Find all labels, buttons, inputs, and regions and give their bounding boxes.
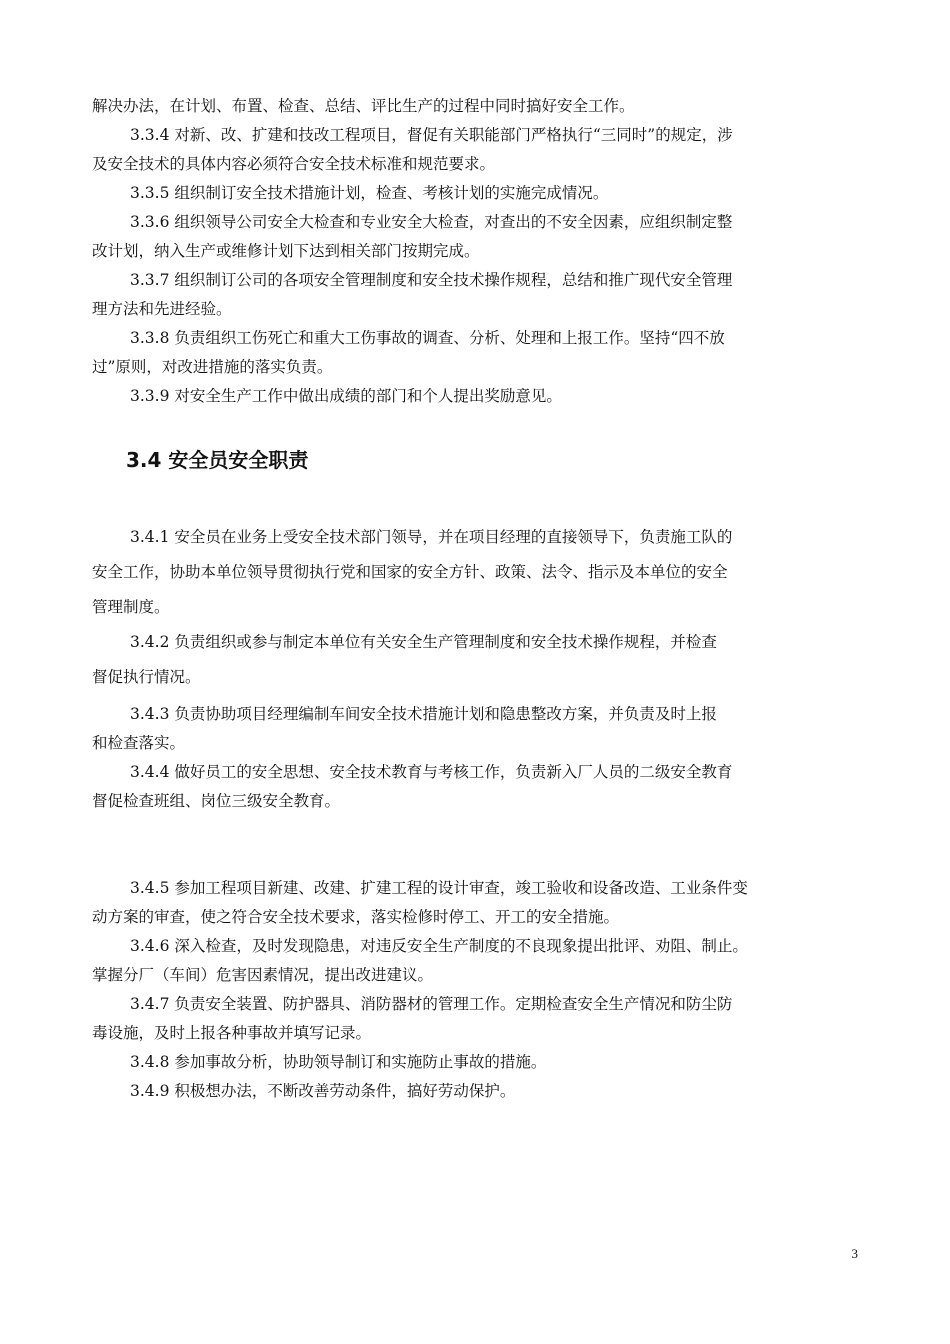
text-line: 3.4.3 负责协助项目经理编制车间安全技术措施计划和隐患整改方案，并负责及时上报 [130,705,717,723]
text-line: 3.4.5 参加工程项目新建、改建、扩建工程的设计审查，竣工验收和设备改造、工业条件变 [130,879,748,897]
paragraph [92,758,862,816]
paragraph [92,990,862,1048]
paragraph [92,1048,862,1077]
text-line: 3.3.5 组织制订安全技术措施计划，检查、考核计划的实施完成情况。 [130,184,609,202]
paragraph [92,179,862,208]
text-line: 管理制度。 [92,598,170,616]
paragraph [92,266,862,324]
paragraph [92,874,862,932]
text-line: 3.3.6 组织领导公司安全大检查和专业安全大检查，对查出的不安全因素，应组织制定整 [130,213,733,231]
paragraph [92,700,862,758]
text-line: 督促执行情况。 [92,668,201,686]
text-line: 解决办法，在计划、布置、检查、总结、评比生产的过程中同时搞好安全工作。 [92,97,635,115]
text-line: 动方案的审查，使之符合安全技术要求，落实检修时停工、开工的安全措施。 [92,908,620,926]
page-number: 3 [851,1246,858,1261]
section-heading: 3.4 安全员安全职责 [126,448,309,472]
text-line: 3.4.6 深入检查，及时发现隐患，对违反安全生产制度的不良现象提出批评、劝阻、制止。 [130,937,748,955]
paragraph [92,625,862,695]
text-line: 3.3.8 负责组织工伤死亡和重大工伤事故的调查、分析、处理和上报工作。坚持“四不放 [130,329,725,347]
body-text-block-2 [92,520,862,695]
paragraph [92,121,862,179]
paragraph [92,382,862,411]
text-line: 改计划，纳入生产或维修计划下达到相关部门按期完成。 [92,242,480,260]
text-line: 3.4.8 参加事故分析，协助领导制订和实施防止事故的措施。 [130,1053,547,1071]
paragraph [92,520,862,625]
text-line: 3.4.2 负责组织或参与制定本单位有关安全生产管理制度和安全技术操作规程，并检查 [130,633,717,651]
text-line: 和检查落实。 [92,734,186,752]
text-line: 3.3.4 对新、改、扩建和技改工程项目，督促有关职能部门严格执行“三同时”的规定，涉 [130,126,733,144]
text-line: 过”原则，对改进措施的落实负责。 [92,358,333,376]
text-line: 及安全技术的具体内容必须符合安全技术标准和规范要求。 [92,155,496,173]
paragraph [92,92,862,121]
text-line: 3.4.1 安全员在业务上受安全技术部门领导，并在项目经理的直接领导下，负责施工队的 [130,528,733,546]
text-line: 理方法和先进经验。 [92,300,232,318]
body-text-block-4 [92,874,862,1106]
text-line: 3.4.4 做好员工的安全思想、安全技术教育与考核工作，负责新入厂人员的二级安全教育 [130,763,733,781]
body-text-block-1 [92,92,862,411]
body-text-block-3 [92,700,862,816]
paragraph [92,208,862,266]
paragraph [92,932,862,990]
paragraph [92,1077,862,1106]
text-line: 3.4.9 积极想办法，不断改善劳动条件，搞好劳动保护。 [130,1082,516,1100]
text-line: 3.3.7 组织制订公司的各项安全管理制度和安全技术操作规程，总结和推广现代安全管理 [130,271,733,289]
text-line: 掌握分厂（车间）危害因素情况，提出改进建议。 [92,966,434,984]
text-line: 3.3.9 对安全生产工作中做出成绩的部门和个人提出奖励意见。 [130,387,562,405]
text-line: 安全工作，协助本单位领导贯彻执行党和国家的安全方针、政策、法令、指示及本单位的安全 [92,563,728,581]
paragraph [92,324,862,382]
text-line: 3.4.7 负责安全装置、防护器具、消防器材的管理工作。定期检查安全生产情况和防尘防 [130,995,733,1013]
text-line: 毒设施，及时上报各种事故并填写记录。 [92,1024,372,1042]
text-line: 督促检查班组、岗位三级安全教育。 [92,792,341,810]
